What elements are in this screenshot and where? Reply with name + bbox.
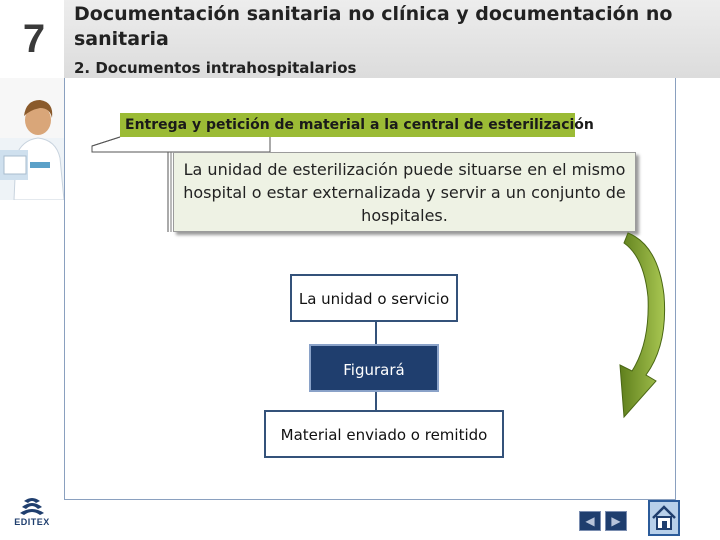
flow-step-material: Material enviado o remitido [264, 410, 504, 458]
flow-connector [375, 322, 377, 344]
flow-connector [375, 392, 377, 410]
section-subtitle: 2. Documentos intrahospitalarios [74, 59, 357, 77]
callout-note: La unidad de esterilización puede situarse en el mismo hospital o estar externalizada y servir a un conjunto de hospitales. [173, 152, 636, 232]
home-button[interactable] [648, 500, 680, 536]
right-triangle-icon: ▶ [611, 514, 621, 528]
section-banner: Entrega y petición de material a la central de esterilización [120, 113, 575, 137]
editex-logo [10, 497, 54, 537]
page-title: Documentación sanitaria no clínica y documentación no sanitaria [74, 3, 673, 50]
logo-text: EDITEX [14, 517, 50, 527]
left-triangle-icon: ◀ [585, 514, 595, 528]
curved-arrow-icon [610, 225, 670, 420]
previous-button[interactable] [579, 511, 601, 531]
flow-step-unidad: La unidad o servicio [290, 274, 458, 322]
flow-step-figurara: Figurará [309, 344, 439, 392]
home-icon [650, 502, 678, 534]
chapter-number: 7 [22, 17, 46, 61]
next-button[interactable] [605, 511, 627, 531]
